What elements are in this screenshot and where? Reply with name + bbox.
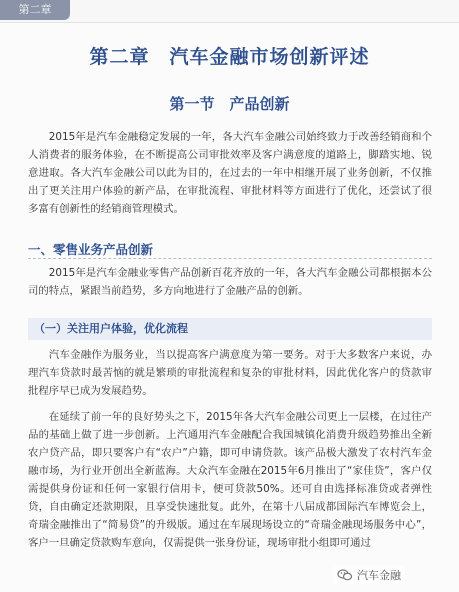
wechat-watermark (333, 566, 405, 584)
paragraph-intro: 2015年是汽车金融稳定发展的一年，各大汽车金融公司始终致力于改善经销商和个人消费者的服务体验，在不断提高公司审批效率及客户满意度的道路上，脚踏实地、锐意进取。各大汽车金融公司以此为目的，在过去的一年中相继开展了业务创新，不仅推出了更关注用户体验的新产品，在审批流程、审批材料等方面进行了优化，还尝试了很多富有创新性的经销商管理模式。 (28, 131, 432, 215)
paragraph-service: 汽车金融作为服务业，当以提高客户满意度为第一要务。对于大多数客户来说，办理汽车贷款时最苦恼的就是繁琐的审批流程和复杂的审批材料，因此优化客户的贷款审批程序早已成为发展趋势。 (28, 349, 432, 397)
paragraph-retail: 2015年是汽车金融业零售产品创新百花齐放的一年，各大汽车金融公司都根据本公司的特点，紧跟当前趋势，多方向地进行了金融产品的创新。 (28, 267, 432, 297)
section-title: 第一节 产品创新 (169, 95, 290, 113)
heading-retail-innovation: 一、零售业务产品创新 (28, 242, 154, 257)
page-header-band (0, 0, 459, 23)
chapter-tab: 第二章 (0, 0, 70, 20)
heading-divider (28, 258, 432, 259)
chapter-title: 第二章 汽车金融市场创新评述 (89, 46, 370, 68)
wechat-icon (337, 567, 353, 583)
watermark-label: 汽车金融 (357, 569, 401, 582)
subheading-user-experience: （一）关注用户体验，优化流程 (28, 318, 432, 340)
paragraph-products: 在延续了前一年的良好势头之下，2015年各大汽车金融公司更上一层楼，在过往产品的基础上做了进一步创新。上汽通用汽车金融配合我国城镇化消费升级趋势推出全新农户贷产品，即只要客户有“农户”户籍，即可申请贷款。该产品极大激发了农村汽车金融市场，为行业开创出全新蓝海。大众汽车金融在2015年6月推出了“家佳贷”，客户仅需提供身份证和任何一家银行信用卡，便可贷款50%。还可自由选择标准贷或者弹性贷，自由确定还款期限，且享受快速批复。此外，在第十八届成都国际汽车博览会上，奇瑞金融推出了“简易贷”的升级版。通过在车展现场设立的“奇瑞金融现场服务中心”，客户一旦确定贷款购车意向，仅需提供一张身份证，现场审批小组即可通过 (28, 411, 432, 549)
